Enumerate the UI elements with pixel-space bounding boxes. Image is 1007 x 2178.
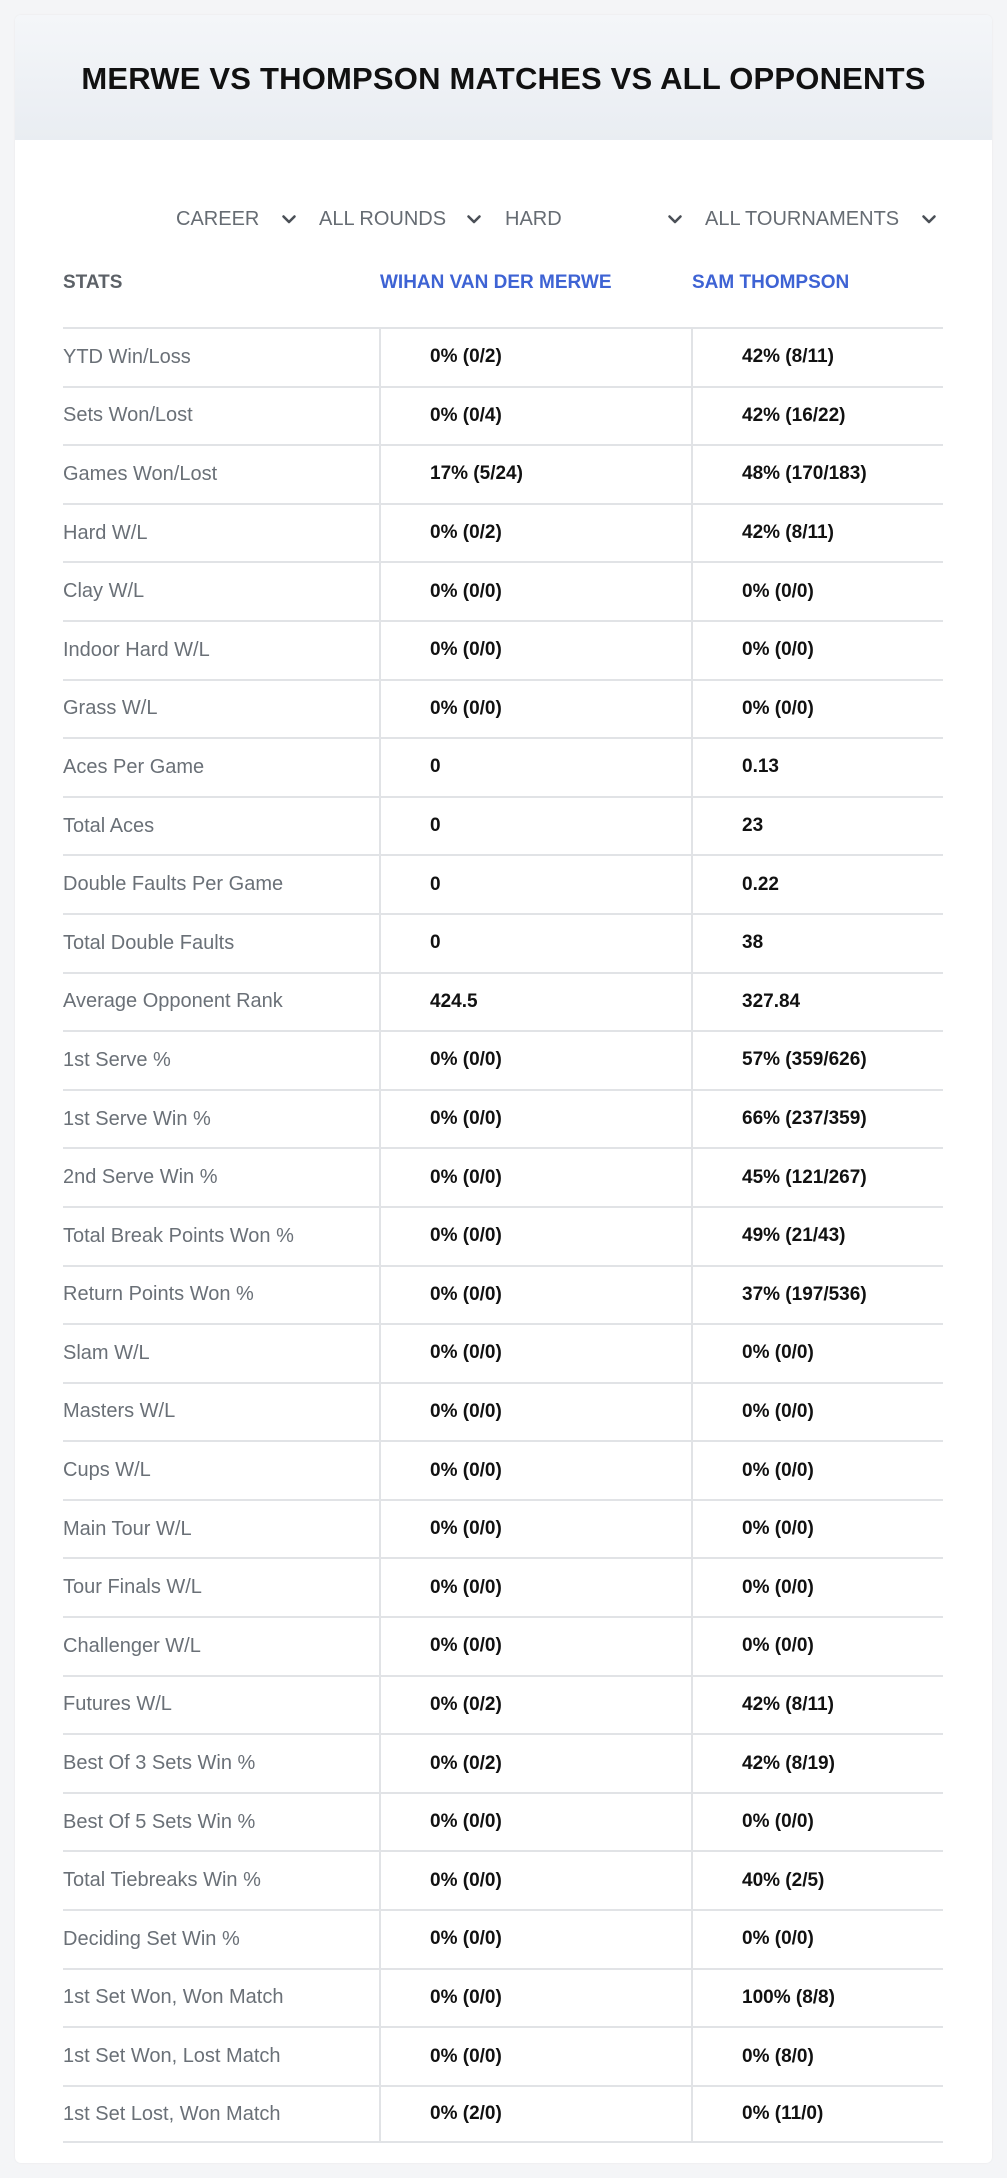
- player1-value: 0% (0/2): [379, 1735, 691, 1792]
- player1-value: 0: [379, 915, 691, 972]
- chevron-down-icon[interactable]: [920, 210, 938, 228]
- player2-value: 45% (121/267): [691, 1149, 943, 1206]
- player1-value: 0% (0/0): [379, 1970, 691, 2027]
- table-row: [63, 1440, 943, 1499]
- card-header: [15, 15, 992, 140]
- player1-value: 0% (0/0): [379, 622, 691, 679]
- stat-label: Slam W/L: [63, 1341, 150, 1364]
- stat-label: YTD Win/Loss: [63, 345, 191, 368]
- stat-label: 2nd Serve Win %: [63, 1166, 218, 1189]
- stat-label: Cups W/L: [63, 1459, 151, 1482]
- chevron-down-icon[interactable]: [465, 210, 483, 228]
- player1-value: 0% (0/0): [379, 2028, 691, 2085]
- table-row: [63, 1499, 943, 1558]
- table-row: [63, 1265, 943, 1324]
- stat-label: 1st Serve %: [63, 1048, 171, 1071]
- stat-label: Futures W/L: [63, 1693, 172, 1716]
- player1-value: 0% (0/0): [379, 1267, 691, 1324]
- stat-label: Grass W/L: [63, 697, 158, 720]
- stat-label: Games Won/Lost: [63, 462, 218, 485]
- stat-label: 1st Set Lost, Won Match: [63, 2102, 281, 2125]
- table-row: [63, 386, 943, 445]
- table-row: [63, 737, 943, 796]
- player2-value: 0% (0/0): [691, 1911, 943, 1968]
- player1-value: 0% (0/0): [379, 1384, 691, 1441]
- stat-label: Indoor Hard W/L: [63, 638, 210, 661]
- rounds-select-label: ALL ROUNDS: [319, 207, 447, 230]
- filter-bar: [15, 191, 992, 247]
- player2-value: 0.13: [691, 739, 943, 796]
- player1-value: 0: [379, 856, 691, 913]
- table-body: [63, 327, 943, 2143]
- table-row: [63, 444, 943, 503]
- table-row: [63, 1382, 943, 1441]
- player2-value: 327.84: [691, 974, 943, 1031]
- player1-value: 0% (0/0): [379, 1794, 691, 1851]
- surface-select[interactable]: [505, 191, 562, 247]
- player1-value: 0% (0/0): [379, 1501, 691, 1558]
- player2-value: 0% (0/0): [691, 1442, 943, 1499]
- stat-label: Total Aces: [63, 814, 155, 837]
- player2-value: 42% (16/22): [691, 388, 943, 445]
- player2-value: 0% (0/0): [691, 563, 943, 620]
- player1-value: 0% (0/0): [379, 1032, 691, 1089]
- player2-value: 0% (0/0): [691, 681, 943, 738]
- tournaments-select[interactable]: [705, 191, 899, 247]
- period-select-label: CAREER: [176, 207, 260, 230]
- stat-label: Best Of 5 Sets Win %: [63, 1810, 256, 1833]
- table-row: [63, 1616, 943, 1675]
- player1-value: 0% (0/0): [379, 681, 691, 738]
- table-row: [63, 1030, 943, 1089]
- player2-value: 0% (0/0): [691, 1384, 943, 1441]
- table-row: [63, 1089, 943, 1148]
- table-row: [63, 679, 943, 738]
- stat-label: Clay W/L: [63, 580, 145, 603]
- stat-label: Total Double Faults: [63, 931, 235, 954]
- table-row: [63, 2085, 943, 2144]
- player1-value: 0% (0/0): [379, 1325, 691, 1382]
- player2-value: 0% (11/0): [691, 2087, 943, 2142]
- stat-label: Masters W/L: [63, 1400, 176, 1423]
- table-row: [63, 972, 943, 1031]
- player1-value: 0% (0/2): [379, 329, 691, 386]
- player2-value: 57% (359/626): [691, 1032, 943, 1089]
- player1-value: 0% (0/0): [379, 1618, 691, 1675]
- player2-value: 0% (0/0): [691, 1325, 943, 1382]
- page-title: MERWE VS THOMPSON MATCHES VS ALL OPPONENTS: [81, 60, 926, 96]
- player2-value: 37% (197/536): [691, 1267, 943, 1324]
- surface-select-label: HARD: [505, 207, 562, 230]
- stat-label: 1st Serve Win %: [63, 1107, 211, 1130]
- table-row: [63, 327, 943, 386]
- stat-label: 1st Set Won, Won Match: [63, 1986, 284, 2009]
- column-header-player2[interactable]: SAM THOMPSON: [692, 272, 850, 293]
- player1-value: 0% (0/0): [379, 1911, 691, 1968]
- table-row: [63, 1147, 943, 1206]
- table-row: [63, 1323, 943, 1382]
- table-row: [63, 1557, 943, 1616]
- player2-value: 23: [691, 798, 943, 855]
- stat-label: Deciding Set Win %: [63, 1927, 240, 1950]
- column-header-player1[interactable]: WIHAN VAN DER MERWE: [380, 272, 612, 293]
- player2-value: 0% (0/0): [691, 622, 943, 679]
- stat-label: Best Of 3 Sets Win %: [63, 1752, 256, 1775]
- table-row: [63, 1675, 943, 1734]
- period-select[interactable]: [176, 191, 259, 247]
- stats-table: [63, 247, 943, 2143]
- stat-label: Average Opponent Rank: [63, 990, 283, 1013]
- player1-value: 0% (0/2): [379, 1677, 691, 1734]
- player2-value: 0% (0/0): [691, 1501, 943, 1558]
- table-row: [63, 503, 943, 562]
- stat-label: Total Tiebreaks Win %: [63, 1869, 261, 1892]
- stat-label: Tour Finals W/L: [63, 1576, 202, 1599]
- player1-value: 424.5: [379, 974, 691, 1031]
- player2-value: 0.22: [691, 856, 943, 913]
- tournaments-select-label: ALL TOURNAMENTS: [705, 207, 900, 230]
- stat-label: Sets Won/Lost: [63, 404, 193, 427]
- player1-value: 0% (0/0): [379, 563, 691, 620]
- player1-value: 0% (0/0): [379, 1149, 691, 1206]
- stat-label: Total Break Points Won %: [63, 1224, 294, 1247]
- table-row: [63, 1792, 943, 1851]
- table-row: [63, 913, 943, 972]
- table-row: [63, 1206, 943, 1265]
- player2-value: 0% (0/0): [691, 1794, 943, 1851]
- table-row: [63, 854, 943, 913]
- player1-value: 0% (2/0): [379, 2087, 691, 2142]
- player1-value: 0% (0/0): [379, 1091, 691, 1148]
- stat-label: Double Faults Per Game: [63, 873, 284, 896]
- player1-value: 0% (0/0): [379, 1442, 691, 1499]
- player2-value: 42% (8/11): [691, 329, 943, 386]
- column-header-stats: STATS: [63, 272, 123, 293]
- table-row: [63, 796, 943, 855]
- player2-value: 42% (8/11): [691, 505, 943, 562]
- stat-label: Aces Per Game: [63, 755, 205, 778]
- stat-label: 1st Set Won, Lost Match: [63, 2045, 281, 2068]
- chevron-down-icon[interactable]: [280, 210, 298, 228]
- player1-value: 0% (0/0): [379, 1559, 691, 1616]
- player2-value: 0% (0/0): [691, 1618, 943, 1675]
- stats-card: [15, 15, 992, 2163]
- chevron-down-icon[interactable]: [666, 210, 684, 228]
- player1-value: 0: [379, 798, 691, 855]
- table-header: [63, 247, 943, 327]
- stat-label: Challenger W/L: [63, 1634, 201, 1657]
- rounds-select[interactable]: [319, 191, 446, 247]
- player2-value: 100% (8/8): [691, 1970, 943, 2027]
- table-row: [63, 1850, 943, 1909]
- table-row: [63, 561, 943, 620]
- table-row: [63, 1968, 943, 2027]
- player1-value: 0% (0/4): [379, 388, 691, 445]
- player1-value: 0: [379, 739, 691, 796]
- player2-value: 0% (0/0): [691, 1559, 943, 1616]
- player2-value: 42% (8/11): [691, 1677, 943, 1734]
- stat-label: Main Tour W/L: [63, 1517, 192, 1540]
- player2-value: 49% (21/43): [691, 1208, 943, 1265]
- table-row: [63, 1733, 943, 1792]
- player1-value: 17% (5/24): [379, 446, 691, 503]
- stat-label: Hard W/L: [63, 521, 148, 544]
- player2-value: 40% (2/5): [691, 1852, 943, 1909]
- table-row: [63, 2026, 943, 2085]
- stat-label: Return Points Won %: [63, 1283, 254, 1306]
- player2-value: 48% (170/183): [691, 446, 943, 503]
- player1-value: 0% (0/0): [379, 1208, 691, 1265]
- player2-value: 66% (237/359): [691, 1091, 943, 1148]
- player1-value: 0% (0/2): [379, 505, 691, 562]
- player1-value: 0% (0/0): [379, 1852, 691, 1909]
- table-row: [63, 620, 943, 679]
- player2-value: 38: [691, 915, 943, 972]
- player2-value: 42% (8/19): [691, 1735, 943, 1792]
- player2-value: 0% (8/0): [691, 2028, 943, 2085]
- table-row: [63, 1909, 943, 1968]
